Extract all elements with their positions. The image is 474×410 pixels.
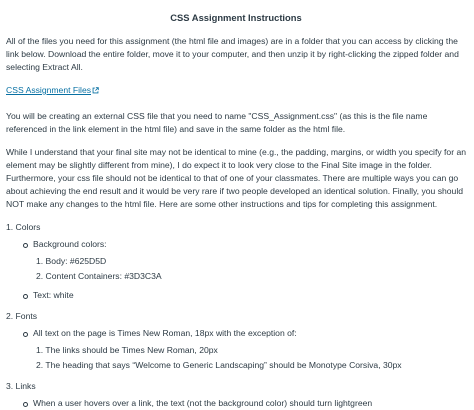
external-css-paragraph: You will be creating an external CSS file that you need to name "CSS_Assignment.css" (as this is the file name referenced in the link element in the html file) and save in the same folder as the html file.: [6, 111, 428, 134]
list-item: [23, 238, 466, 283]
background-colors-list: [33, 255, 466, 283]
list-item: 2. Content Containers: #3D3C3A: [36, 271, 162, 281]
links-heading: 3. Links: [6, 381, 36, 391]
list-item: [23, 327, 466, 372]
css-assignment-files-link[interactable]: [6, 85, 91, 95]
page-title: CSS Assignment Instructions: [170, 12, 302, 23]
intro-paragraph: All of the files you need for this assignment (the html file and images) are in a folder that you can access by clicking the link below. Download the entire folder, move it to your computer, and then unzip it by right-clicking the zipped folder and selecting Extract All.: [6, 36, 459, 72]
list-item: 1. The links should be Times New Roman, 20px: [36, 345, 218, 355]
files-link-line: [6, 84, 466, 98]
font-exceptions-list: [33, 344, 466, 372]
section-links: [6, 380, 466, 410]
fonts-bullet-list: [6, 327, 466, 372]
list-item: Text: white: [23, 289, 466, 302]
fonts-heading: 2. Fonts: [6, 311, 38, 321]
section-colors: [6, 221, 466, 302]
list-item: 1. Body: #625D5D: [36, 256, 107, 266]
all-text-rule: All text on the page is Times New Roman, 18px with the exception of:: [33, 328, 297, 338]
final-site-paragraph: While I understand that your final site may not be identical to mine (e.g., the padding, margins, or width you specify for an element may be slightly different from mine), I do expect it to look very close to the Final Site image in the folder. Furthermore, your css file should not be identical to that of one of your classmates. There are multiple ways you can go about achieving the end result and it would be very rare if two people developed an identical solution. Finally, you should NOT make any changes to the html file. Here are some other instructions and tips for completing this assignment.: [6, 147, 467, 209]
files-link-label: CSS Assignment Files: [6, 85, 92, 95]
section-fonts: [6, 310, 466, 372]
list-item: 2. The heading that says “Welcome to Generic Landscaping” should be Monotype Corsiva, 30px: [36, 360, 402, 370]
background-colors-label: Background colors:: [33, 239, 107, 249]
colors-bullet-list: [6, 238, 466, 302]
external-link-icon[interactable]: [92, 85, 99, 98]
list-item: When a user hovers over a link, the text (not the background color) should turn lightgreen: [23, 397, 466, 410]
colors-heading: 1. Colors: [6, 222, 41, 232]
links-bullet-list: [6, 397, 466, 410]
